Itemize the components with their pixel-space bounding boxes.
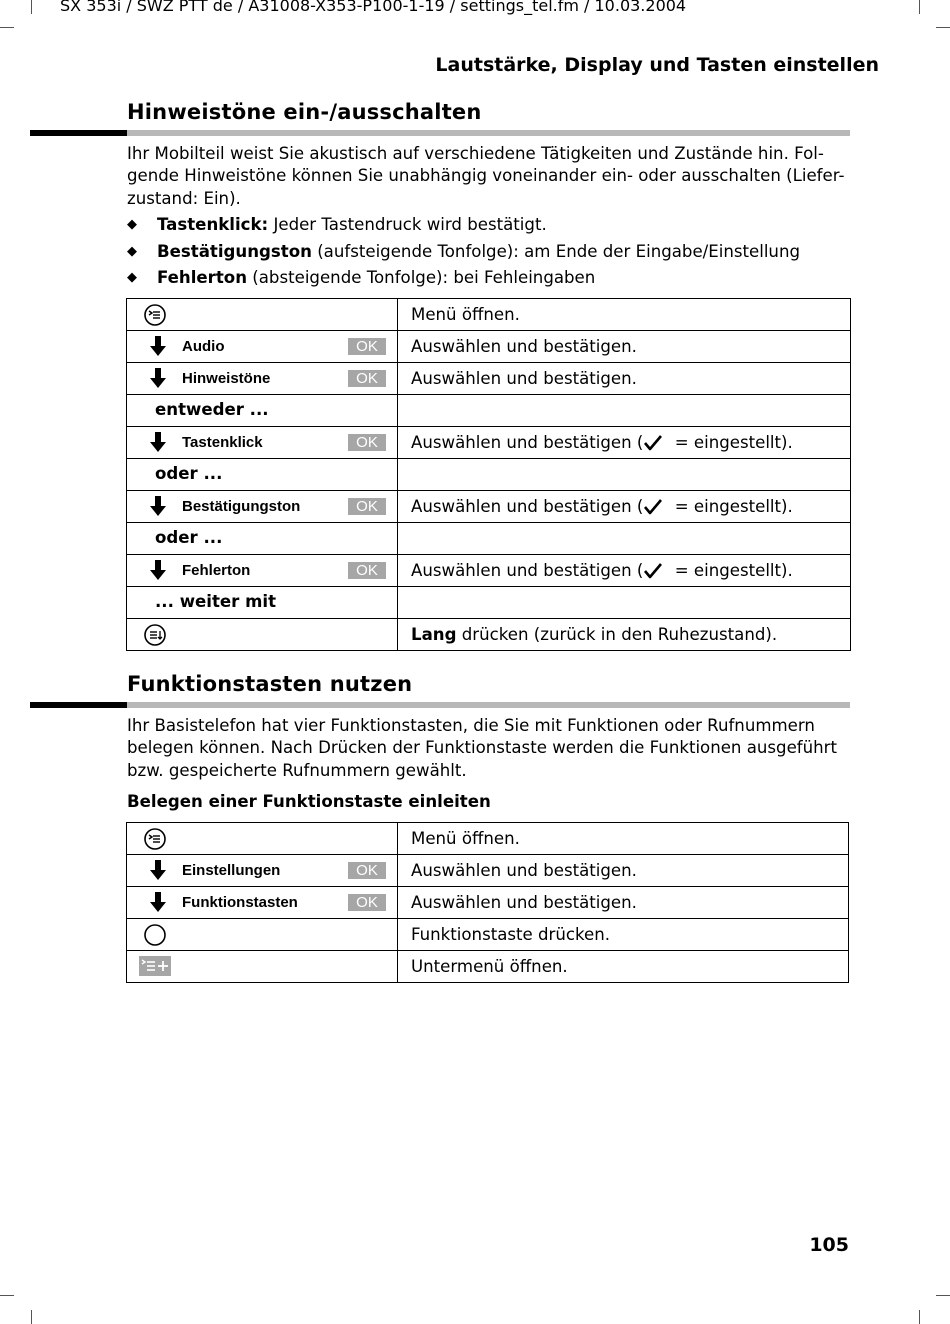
table-row <box>127 427 851 459</box>
branch-label: oder ... <box>155 464 223 483</box>
step-key <box>127 555 398 587</box>
step-text <box>398 491 851 523</box>
intro-line: Ihr Basistelefon hat vier Funktionstasten, die Sie mit Funktionen oder Rufnummern <box>127 716 815 735</box>
step-text: Untermenü öffnen. <box>398 951 849 983</box>
step-text <box>398 523 851 555</box>
bullet-term: Bestätigungston <box>157 241 312 261</box>
section-intro <box>127 715 857 782</box>
step-text: Auswählen und bestätigen. <box>398 855 849 887</box>
step-key <box>127 395 398 427</box>
table-row <box>127 587 851 619</box>
table-row <box>127 331 851 363</box>
chapter-title: Lautstärke, Display und Tasten einstellen <box>435 54 879 76</box>
step-key <box>127 363 398 395</box>
menu-entry-label: Tastenklick <box>182 434 263 451</box>
step-text: Menü öffnen. <box>398 823 849 855</box>
steps-table <box>126 822 849 983</box>
diamond-bullet-icon: ◆ <box>127 217 137 232</box>
ok-key: OK <box>348 862 386 879</box>
table-row <box>127 299 851 331</box>
list-item <box>127 265 857 292</box>
step-text <box>398 395 851 427</box>
menu-entry-label: Fehlerton <box>182 562 251 579</box>
ok-key: OK <box>348 894 386 911</box>
table-row <box>127 395 851 427</box>
down-arrow-icon <box>150 496 166 516</box>
crop-mark <box>936 1295 950 1296</box>
intro-line: Ihr Mobilteil weist Sie akustisch auf verschiedene Tätigkeiten und Zustände hin. Fol- <box>127 144 824 163</box>
checkmark-icon <box>643 499 663 515</box>
crop-mark <box>0 1295 14 1296</box>
down-arrow-icon <box>150 336 166 356</box>
table-row <box>127 951 849 983</box>
step-text: Auswählen und bestätigen. <box>398 363 851 395</box>
menu-entry-label: Bestätigungston <box>182 498 301 515</box>
section-rule <box>30 130 127 136</box>
table-row <box>127 887 849 919</box>
crop-mark <box>31 1310 32 1324</box>
menu-entry-label: Einstellungen <box>182 862 281 879</box>
step-text <box>398 459 851 491</box>
section-rule <box>30 702 127 708</box>
intro-line: gende Hinweistöne können Sie unabhängig voneinander ein- oder ausschalten (Liefer- <box>127 166 845 186</box>
menu-key-icon <box>143 303 167 327</box>
down-arrow-icon <box>150 560 166 580</box>
step-key <box>127 951 398 983</box>
bullet-list <box>127 212 857 292</box>
section-rule <box>127 702 850 708</box>
branch-label: ... weiter mit <box>155 592 277 611</box>
steps-table <box>126 298 851 651</box>
step-text <box>398 555 851 587</box>
submenu-icon <box>139 956 171 976</box>
step-text-part: Auswählen und bestätigen ( <box>411 497 644 516</box>
menu-entry-label: Audio <box>182 338 225 355</box>
ok-key: OK <box>348 498 386 515</box>
ok-key: OK <box>348 434 386 451</box>
menu-entry-label: Hinweistöne <box>182 370 271 387</box>
step-text-part: = eingestellt). <box>669 433 793 452</box>
table-row <box>127 363 851 395</box>
table-row <box>127 555 851 587</box>
step-key <box>127 887 398 919</box>
down-arrow-icon <box>150 892 166 912</box>
subheading: Belegen einer Funktionstaste einleiten <box>127 792 491 811</box>
ok-key: OK <box>348 370 386 387</box>
list-item <box>127 239 857 266</box>
step-text: Auswählen und bestätigen. <box>398 331 851 363</box>
list-item <box>127 212 857 239</box>
step-text <box>398 427 851 459</box>
diamond-bullet-icon: ◆ <box>127 243 137 259</box>
step-text-bold: Lang <box>411 625 457 644</box>
end-key-icon <box>143 623 167 647</box>
step-key <box>127 619 398 651</box>
step-key <box>127 823 398 855</box>
crop-mark <box>919 0 920 14</box>
ok-key: OK <box>348 562 386 579</box>
down-arrow-icon <box>150 860 166 880</box>
step-text-part: drücken (zurück in den Ruhezustand). <box>456 625 778 644</box>
crop-mark <box>936 27 950 28</box>
crop-mark <box>919 1310 920 1324</box>
step-key <box>127 427 398 459</box>
step-text <box>398 587 851 619</box>
step-key <box>127 855 398 887</box>
step-key <box>127 491 398 523</box>
step-text-part: = eingestellt). <box>669 561 793 580</box>
function-key-icon <box>143 923 167 947</box>
branch-label: entweder ... <box>155 400 269 419</box>
step-text: Auswählen und bestätigen. <box>398 887 849 919</box>
checkmark-icon <box>643 563 663 579</box>
bullet-term: Fehlerton <box>157 268 248 287</box>
intro-line: belegen können. Nach Drücken der Funktionstaste werden die Funktionen ausgeführt <box>127 738 838 758</box>
section-title: Funktionstasten nutzen <box>127 672 413 696</box>
step-key <box>127 459 398 491</box>
table-row <box>127 523 851 555</box>
step-key <box>127 523 398 555</box>
bullet-text: (aufsteigende Tonfolge): am Ende der Eingabe/Einstellung <box>311 241 801 261</box>
step-text-part: Auswählen und bestätigen ( <box>411 433 644 452</box>
ok-key: OK <box>348 338 386 355</box>
table-row <box>127 919 849 951</box>
intro-line: zustand: Ein). <box>127 188 241 208</box>
bullet-text: (absteigende Tonfolge): bei Fehleingaben <box>247 268 596 287</box>
diamond-bullet-icon: ◆ <box>127 270 137 285</box>
table-row <box>127 619 851 651</box>
step-key <box>127 587 398 619</box>
menu-entry-label: Funktionstasten <box>182 894 298 911</box>
crop-mark <box>0 27 14 28</box>
bullet-text: Jeder Tastendruck wird bestätigt. <box>268 215 547 234</box>
section-title: Hinweistöne ein-/ausschalten <box>127 100 482 124</box>
step-text-part: = eingestellt). <box>669 497 793 516</box>
intro-line: bzw. gespeicherte Rufnummern gewählt. <box>127 760 467 780</box>
crop-mark <box>31 0 32 14</box>
table-row <box>127 823 849 855</box>
section-intro <box>127 143 857 210</box>
step-text: Menü öffnen. <box>398 299 851 331</box>
step-key <box>127 331 398 363</box>
menu-key-icon <box>143 827 167 851</box>
table-row <box>127 491 851 523</box>
step-text <box>398 619 851 651</box>
bullet-term: Tastenklick: <box>157 215 269 234</box>
section-rule <box>127 130 850 136</box>
running-header: SX 353i / SWZ PTT de / A31008-X353-P100-1-19 / settings_tel.fm / 10.03.2004 <box>60 0 687 15</box>
table-row <box>127 855 849 887</box>
page-number: 105 <box>809 1234 849 1256</box>
table-row <box>127 459 851 491</box>
step-text-part: Auswählen und bestätigen ( <box>411 561 644 580</box>
step-text: Funktionstaste drücken. <box>398 919 849 951</box>
branch-label: oder ... <box>155 528 223 547</box>
checkmark-icon <box>643 435 663 451</box>
step-key <box>127 919 398 951</box>
step-key <box>127 299 398 331</box>
down-arrow-icon <box>150 368 166 388</box>
down-arrow-icon <box>150 432 166 452</box>
